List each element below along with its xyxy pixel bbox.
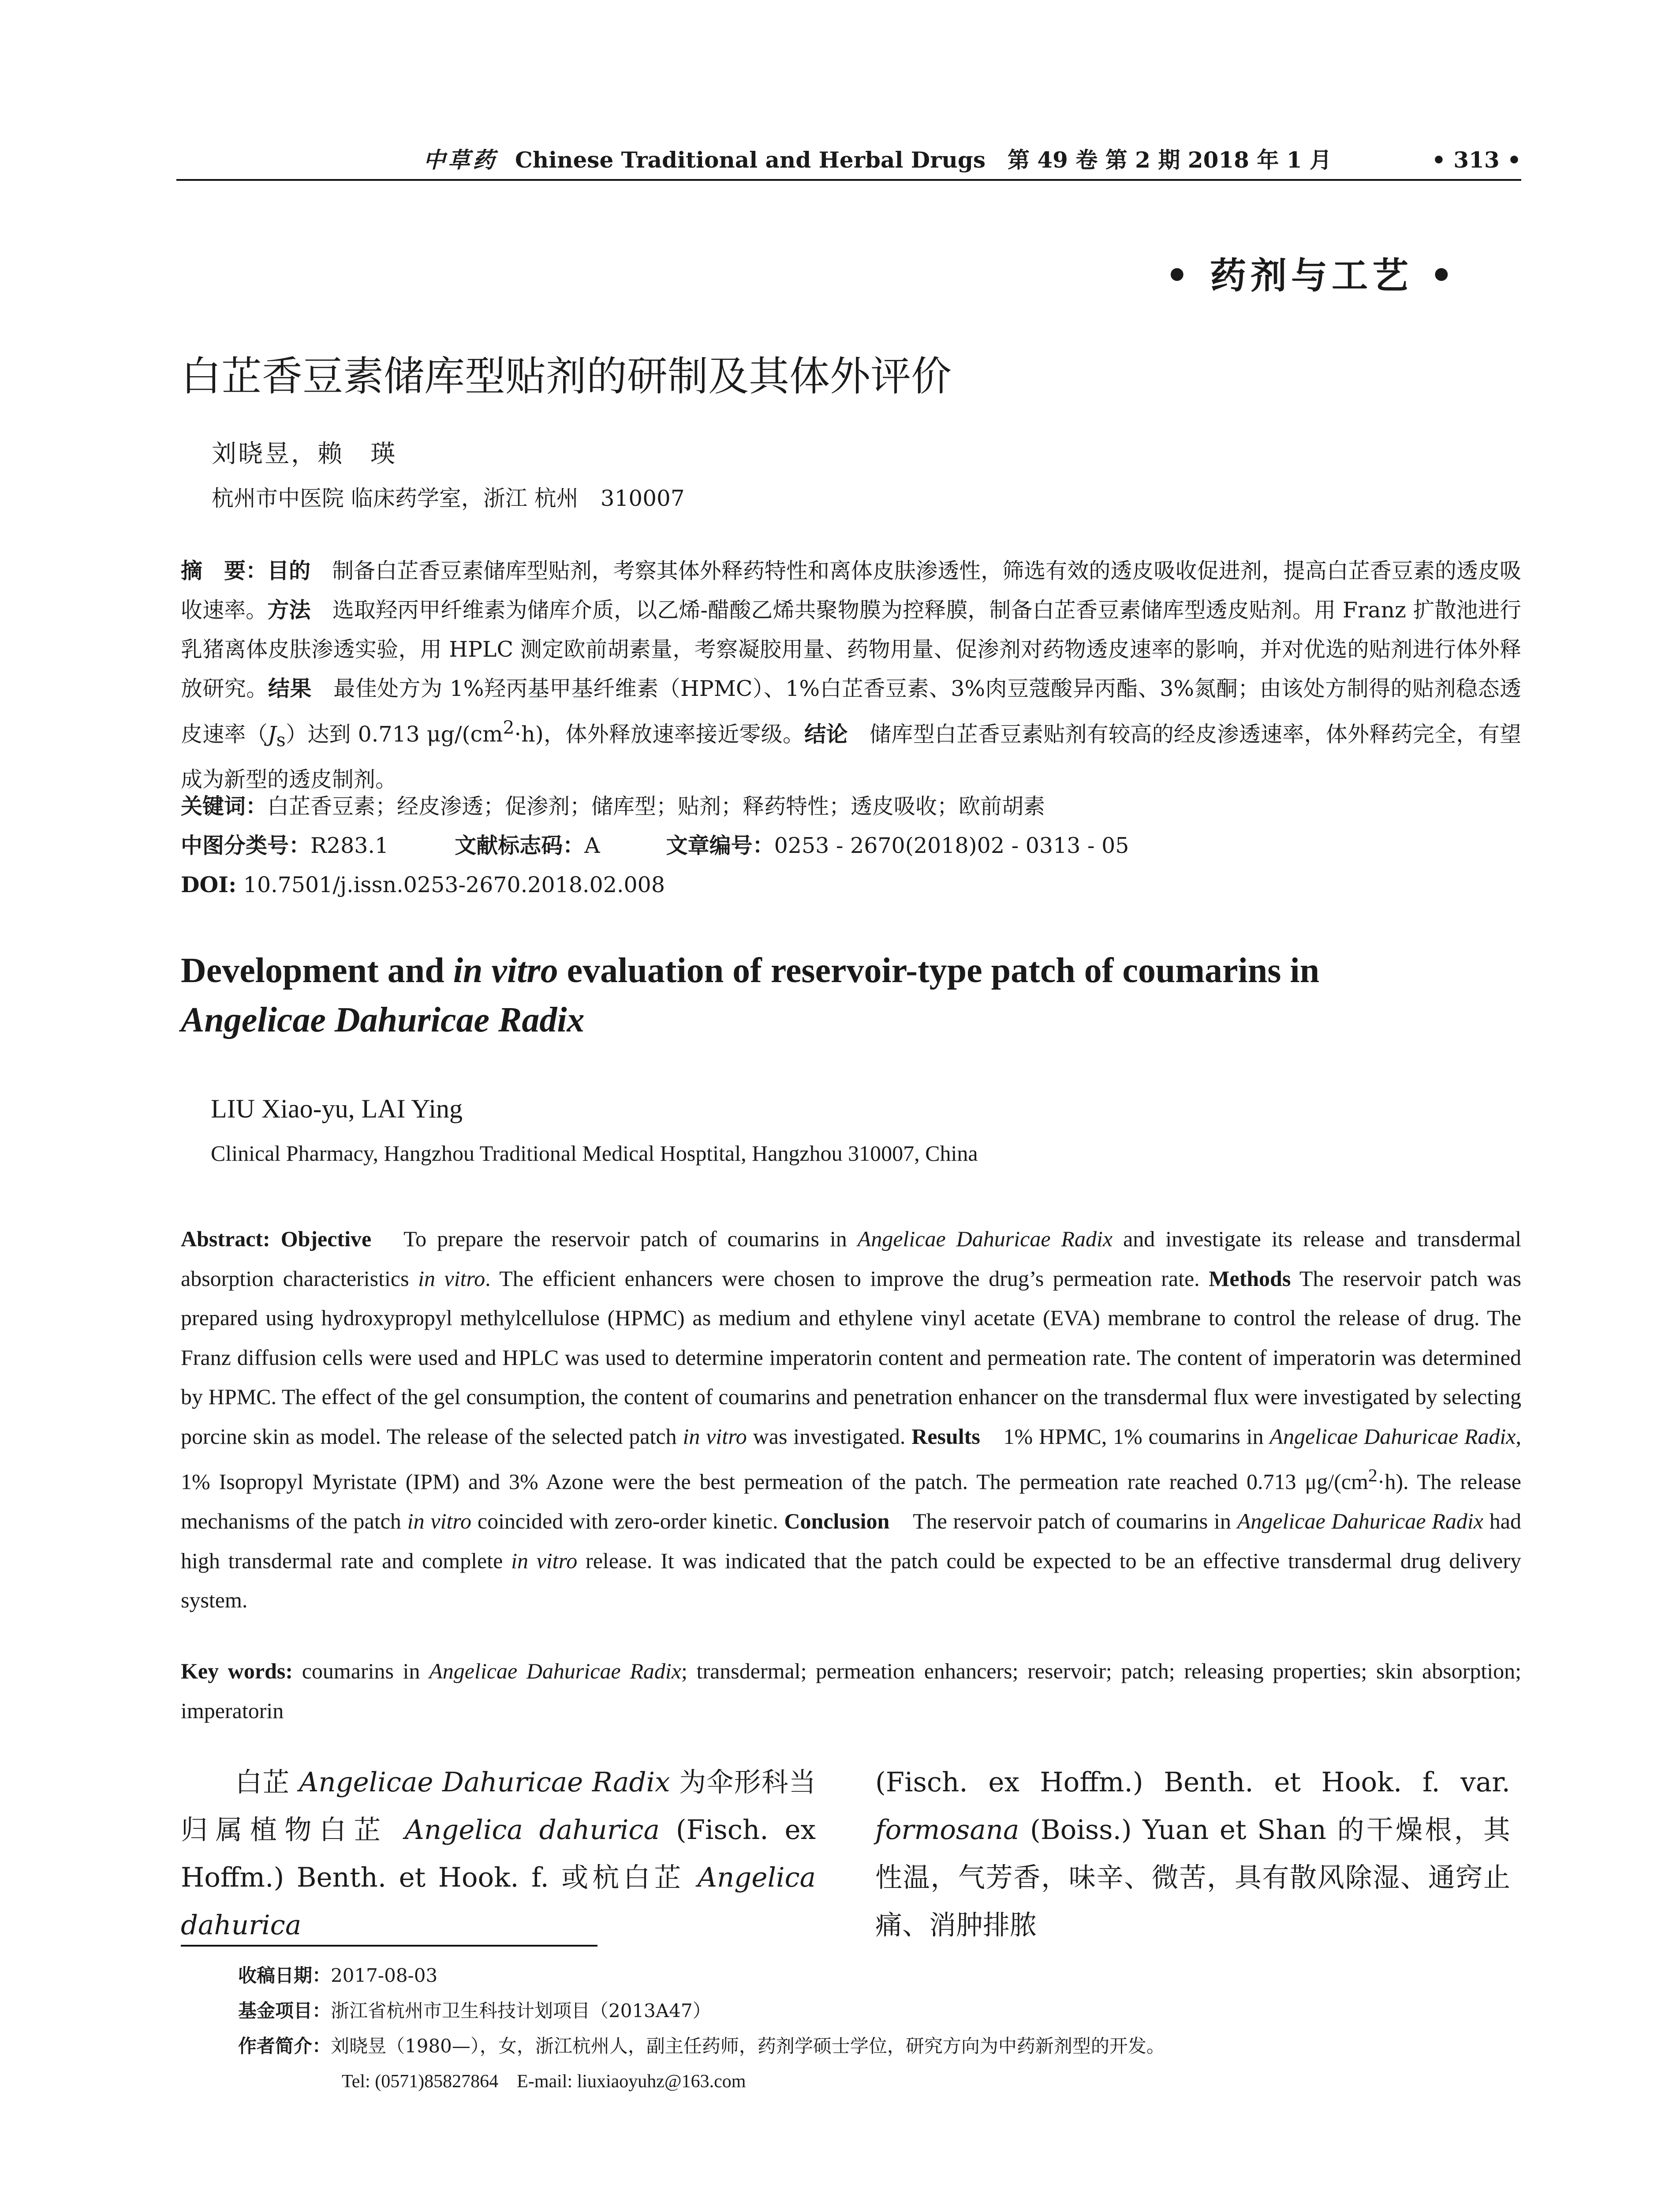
- cn-keywords-text: 白芷香豆素；经皮渗透；促渗剂；储库型；贴剂；释药特性；透皮吸收；欧前胡素: [267, 794, 1045, 819]
- en-abstract-superscript: 2: [1368, 1465, 1378, 1486]
- cn-results-text: 最佳处方为 1%羟丙基甲基纤维素（HPMC）、1%白芷香豆素、3%肉豆蔻酸异丙酯、3%氮酮；由该处方制得的贴剂稳态透皮速率（: [181, 676, 1521, 747]
- body-text: (Fisch. ex Hoffm.) Benth. et Hook. f. var.: [875, 1767, 1510, 1798]
- doi-value: 10.7501/j.issn.0253-2670.2018.02.008: [236, 872, 665, 897]
- en-abstract-text: To prepare the reservoir patch of coumarins in: [371, 1226, 858, 1251]
- en-abstract-text: 1% HPMC, 1% coumarins in: [980, 1424, 1270, 1449]
- en-abstract-italic: Angelicae Dahuricae Radix: [1269, 1424, 1516, 1449]
- cn-js-symbol: J: [268, 721, 276, 747]
- cn-objective-text: 制备白芷香豆素储库型贴剂，考察其体外释药特性和离体皮肤渗透性，筛选有效的透皮吸收促进剂，提高白芷香豆素的透皮吸收速率。: [181, 558, 1521, 623]
- page-number: • 313 •: [1431, 147, 1521, 173]
- body-text: (Boiss.) Yuan et Shan 的干燥根，其性温，气芳香，味辛、微苦，具有散风除湿、通窍止痛、消肿排脓: [875, 1814, 1510, 1941]
- cn-abstract: [181, 551, 1521, 799]
- en-abstract-italic: Angelicae Dahuricae Radix: [1237, 1509, 1483, 1534]
- body-text: (Fisch. ex Hoffm.) Benth. et Hook. f. 或杭白芷: [181, 1814, 816, 1893]
- en-abstract-label: Abstract: Objective: [181, 1226, 372, 1251]
- cn-objective-label: 目的: [267, 558, 311, 583]
- body-italic: Angelica dahurica: [404, 1814, 660, 1846]
- footnote-value: 刘晓昱（1980—），女，浙江杭州人，副主任药师，药剂学硕士学位，研究方向为中药新剂型的开发。: [331, 2035, 1165, 2057]
- journal-citation-line: [423, 140, 1332, 180]
- en-keywords-italic: Angelicae Dahuricae Radix: [429, 1659, 681, 1683]
- body-text: 白芷: [235, 1767, 299, 1798]
- footnote-rule: [181, 1945, 597, 1947]
- doi-label: DOI:: [181, 872, 237, 897]
- en-abstract: [181, 1219, 1521, 1620]
- footnote-value: 2017-08-03: [331, 1965, 438, 1986]
- en-title-part-1: Development and: [181, 951, 453, 990]
- body-text: 为伞形科当归属植物白芷: [181, 1767, 816, 1846]
- footnote-label: 基金项目：: [238, 2000, 331, 2022]
- en-title-part-3: Angelicae Dahuricae Radix: [181, 1001, 585, 1039]
- footnote-received: [238, 1958, 437, 1993]
- cn-results-superscript: 2: [503, 717, 515, 738]
- en-abstract-text: The reservoir patch of coumarins in: [889, 1509, 1237, 1534]
- en-abstract-italic: Angelicae Dahuricae Radix: [857, 1226, 1113, 1251]
- en-methods-label: Methods: [1209, 1266, 1291, 1291]
- cn-results-label: 结果: [268, 676, 312, 701]
- cn-methods-text: 选取羟丙甲纤维素为储库介质，以乙烯-醋酸乙烯共聚物膜为控释膜，制备白芷香豆素储库型透皮贴剂。用 Franz 扩散池进行乳猪离体皮肤渗透实验，用 HPLC 测定欧前胡素量，考察凝胶用量、药物用量、促渗剂对药物透皮速率的影响，并对优选的贴剂进行体外释放研究。: [181, 598, 1521, 701]
- running-head: [176, 140, 1521, 180]
- en-title-italic: in vitro: [453, 951, 558, 990]
- footnote-label: 作者简介：: [238, 2035, 331, 2057]
- cn-abstract-label: 摘 要：: [181, 558, 268, 583]
- en-abstract-text: release. It was indicated that the patch could be expected to be an effective transdermal drug delivery system.: [181, 1548, 1521, 1613]
- en-abstract-text: was investigated.: [747, 1424, 912, 1449]
- en-keywords-text: ; transdermal; permeation enhancers; reservoir; patch; releasing properties; skin absorption; imperatorin: [181, 1659, 1521, 1723]
- cn-conclusion-text: 储库型白芷香豆素贴剂有较高的经皮渗透速率，体外释药完全，有望成为新型的透皮制剂。: [181, 721, 1521, 792]
- doccode-label: 文献标志码：: [455, 833, 585, 858]
- en-keywords-label: Key words:: [181, 1659, 293, 1683]
- body-column-right: [875, 1759, 1510, 1949]
- footnote-contact: Tel: (0571)85827864 E-mail: liuxiaoyuhz@163.com: [342, 2071, 746, 2092]
- en-affiliation: Clinical Pharmacy, Hangzhou Traditional Medical Hosptital, Hangzhou 310007, China: [211, 1141, 978, 1166]
- en-abstract-text: . The efficient enhancers were chosen to improve the drug’s permeation rate.: [485, 1266, 1209, 1291]
- cn-results-value: ）达到 0.713 μg/(cm: [285, 721, 503, 747]
- en-abstract-text: , 1% Isopropyl Myristate (IPM) and 3% Azone were the best permeation of the patch. The permeation rate reached 0.713 μg/(cm: [181, 1424, 1521, 1494]
- footnote-value: 浙江省杭州市卫生科技计划项目（2013A47）: [331, 2000, 711, 2022]
- en-abstract-text: coincided with zero-order kinetic.: [471, 1509, 784, 1534]
- en-keywords-text: coumarins in: [293, 1659, 429, 1683]
- article-no-label: 文章编号：: [666, 833, 774, 858]
- en-abstract-text: ·h). The release mechanisms of the patch: [181, 1469, 1521, 1534]
- footnote-fund: [238, 1993, 711, 2029]
- cn-affiliation: 杭州市中医院 临床药学室，浙江 杭州 310007: [212, 486, 685, 511]
- en-keywords: [181, 1652, 1521, 1730]
- en-abstract-italic: in vitro: [683, 1424, 747, 1449]
- cn-keywords: [181, 787, 1045, 826]
- en-abstract-text: and investigate its release and transdermal absorption characteristics: [181, 1226, 1522, 1291]
- journal-issue-info: Chinese Traditional and Herbal Drugs 第 49 卷 第 2 期 2018 年 1 月: [515, 147, 1332, 173]
- footnote-author: [238, 2029, 1165, 2064]
- cn-js-subscript: s: [276, 729, 286, 751]
- cn-results-tail: ·h)，体外释放速率接近零级。: [514, 721, 805, 747]
- cn-classification: [181, 826, 1129, 865]
- clc-label: 中图分类号：: [181, 833, 311, 858]
- en-results-label: Results: [911, 1424, 980, 1449]
- cn-keywords-label: 关键词：: [181, 794, 268, 819]
- doccode-value: A: [584, 833, 600, 858]
- doi-line: [181, 865, 665, 904]
- article-no-value: 0253 - 2670(2018)02 - 0313 - 05: [774, 833, 1129, 858]
- section-label: • 药剂与工艺 •: [1165, 254, 1457, 297]
- cn-conclusion-label: 结论: [804, 721, 848, 747]
- cn-authors: 刘晓昱，赖 瑛: [212, 440, 397, 468]
- body-italic: formosana: [875, 1814, 1019, 1846]
- journal-logo: 中草药: [423, 147, 497, 173]
- en-title: [181, 946, 1521, 1045]
- en-abstract-text: The reservoir patch was prepared using hydroxypropyl methylcellulose (HPMC) as medium and ethylene vinyl acetate (EVA) membrane to control the release of drug. The Franz diffusion cells were used and HPLC was used to determine imperatorin content and permeation rate. The content of imperatorin was determined by HPMC. The effect of the gel consumption, the content of coumarins and penetration enhancer on the transdermal flux were investigated by selecting porcine skin as model. The release of the selected patch: [181, 1266, 1521, 1449]
- en-authors: LIU Xiao-yu, LAI Ying: [211, 1094, 463, 1123]
- body-italic: Angelica dahurica: [181, 1862, 816, 1941]
- cn-methods-label: 方法: [267, 598, 311, 623]
- en-abstract-italic: in vitro: [418, 1266, 485, 1291]
- cn-title: 白芷香豆素储库型贴剂的研制及其体外评价: [181, 353, 952, 400]
- en-conclusion-label: Conclusion: [784, 1509, 890, 1534]
- en-abstract-text: had high transdermal rate and complete: [181, 1509, 1521, 1573]
- body-italic: Angelicae Dahuricae Radix: [299, 1767, 670, 1798]
- footnote-label: 收稿日期：: [238, 1965, 331, 1986]
- body-column-left: [181, 1759, 816, 1949]
- clc-value: R283.1: [310, 833, 389, 858]
- en-title-part-2: evaluation of reservoir-type patch of coumarins in: [558, 951, 1320, 990]
- en-abstract-italic: in vitro: [407, 1509, 472, 1534]
- header-rule: [176, 179, 1521, 181]
- en-abstract-italic: in vitro: [511, 1548, 578, 1573]
